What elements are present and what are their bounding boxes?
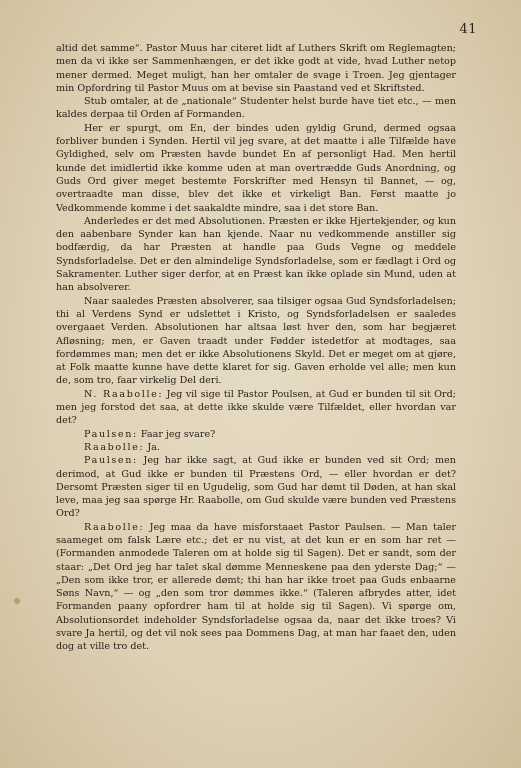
dialogue-entry [56, 428, 456, 441]
paragraph: Naar saaledes Præsten absolverer, saa tilsiger ogsaa Gud Syndsforladelsen; thi al Verdens Synd er udslettet i Kristo, og Syndsforladelsen er saaledes overgaaet Verden. Absolutionen har altsaa løst hver den, som har begjæret Afløsning; men, er Gaven traadt under Fødder istedetfor at modtages, saa fordømmes man; men det er ikke Absolutionens Skyld. Det er meget om at gjøre, at Folk maatte kunne have dette klaret for sig. Gaven erholde vel alle; men kun de, som tro, faar virkelig Del deri. [56, 295, 456, 387]
dialogue-entry [56, 454, 456, 520]
paragraph: Stub omtaler, at de „nationale“ Studenter helst burde have tiet etc., — men kaldes derpaa til Orden af Formanden. [56, 96, 456, 121]
speaker-name: Paulsen: [84, 455, 138, 467]
speech-text: Jeg har ikke sagt, at Gud ikke er bunden ved sit Ord; men derimod, at Gud ikke er bunden til Præstens Ord, — eller hvordan er det? Dersomt Præsten siger til en Ugudelig, som Gud har dømt til Døden, at han skal leve, maa jeg saa spørge Hr. Raabolle, om Gud skulde være bunden ved Præstens Ord? [56, 455, 456, 520]
paragraph: Anderledes er det med Absolutionen. Præsten er ikke Hjertekjender, og kun den aabenbare Synder kan han kjende. Naar nu vedkommende anstiller sig bodfærdig, da har Præsten at handle paa Guds Vegne og meddele Syndsforladelse. Det er den almindelige Syndsforladelse, som er fædlagt i Ord og Sakramenter. Luther siger derfor, at en Præst kan ikke oplade sin Mund, uden at han absolverer. [56, 215, 456, 294]
dialogue-entry [56, 441, 456, 454]
dialogue-entry [56, 521, 456, 654]
page-number: 41 [459, 22, 477, 37]
paper-stain [14, 598, 20, 604]
speech-text: Ja. [147, 441, 160, 453]
speech-text: Faar jeg svare? [140, 428, 216, 440]
speech-text: Jeg maa da have misforstaaet Pastor Paulsen. — Man taler saameget om falsk Lære etc.; det er nu vist, at det kun er en som har ret — (Formanden anmodede Taleren om at holde sig til Sagen). Det er sandt, som der staar: „Det Ord jeg har talet skal dømme Menneskene paa den yderste Dag;“ — „Den som ikke tror, er allerede dømt; thi han har ikke troet paa Guds enbaarne Søns Navn,“ — og „den som tror dømmes ikke.“ (Taleren afbrydes atter, idet Formanden paany opfordrer ham til at holde sig til Sagen). Vi spørge om, Absolutionsordet indeholder Syndsforladelse ogsaa da, naar det ikke troes? Vi svare Ja hertil, og det vil nok sees paa Dommens Dag, at man har faaet den, uden dog at ville tro det. [56, 521, 456, 653]
speaker-name: Raabolle: [84, 441, 145, 453]
paragraph: altid det samme“. Pastor Muus har citeret lidt af Luthers Skrift om Reglemagten; men da vi ikke ser Sammenhængen, er det ikke godt at vide, hvad Luther netop mener dermed. Meget muligt, han her omtaler de svage i Troen. Jeg gjentager min Opfordring til Pastor Muus om at bevise sin Paastand ved et Skriftsted. [56, 43, 456, 94]
speech-text: Jeg vil sige til Pastor Poulsen, at Gud er bunden til sit Ord; men jeg forstod det saa, at dette ikke skulde være Tilfældet, eller hvordan var det? [56, 388, 456, 427]
body-text [56, 42, 456, 654]
dialogue-entry [56, 388, 456, 428]
speaker-name: N. Raabolle: [84, 388, 164, 400]
speaker-name: Paulsen: [84, 428, 138, 440]
speaker-name: Raabolle: [84, 521, 145, 533]
paragraph: Her er spurgt, om En, der bindes uden gyldig Grund, dermed ogsaa forbliver bunden i Synden. Hertil vil jeg svare, at det maatte i alle Tilfælde have Gyldighed, selv om Præsten havde bundet En af personligt Had. Men hertil kunde det imidlertid ikke komme uden at man overtrædde Guds Anordning, og Guds Ord giver meget bestemte Forskrifter med Hensyn til Bannet, — og, overtraadte man disse, blev det ikke et virkeligt Ban. Først maatte jo Vedkommende komme i det saakaldte mindre, saa i det store Ban. [56, 122, 456, 214]
